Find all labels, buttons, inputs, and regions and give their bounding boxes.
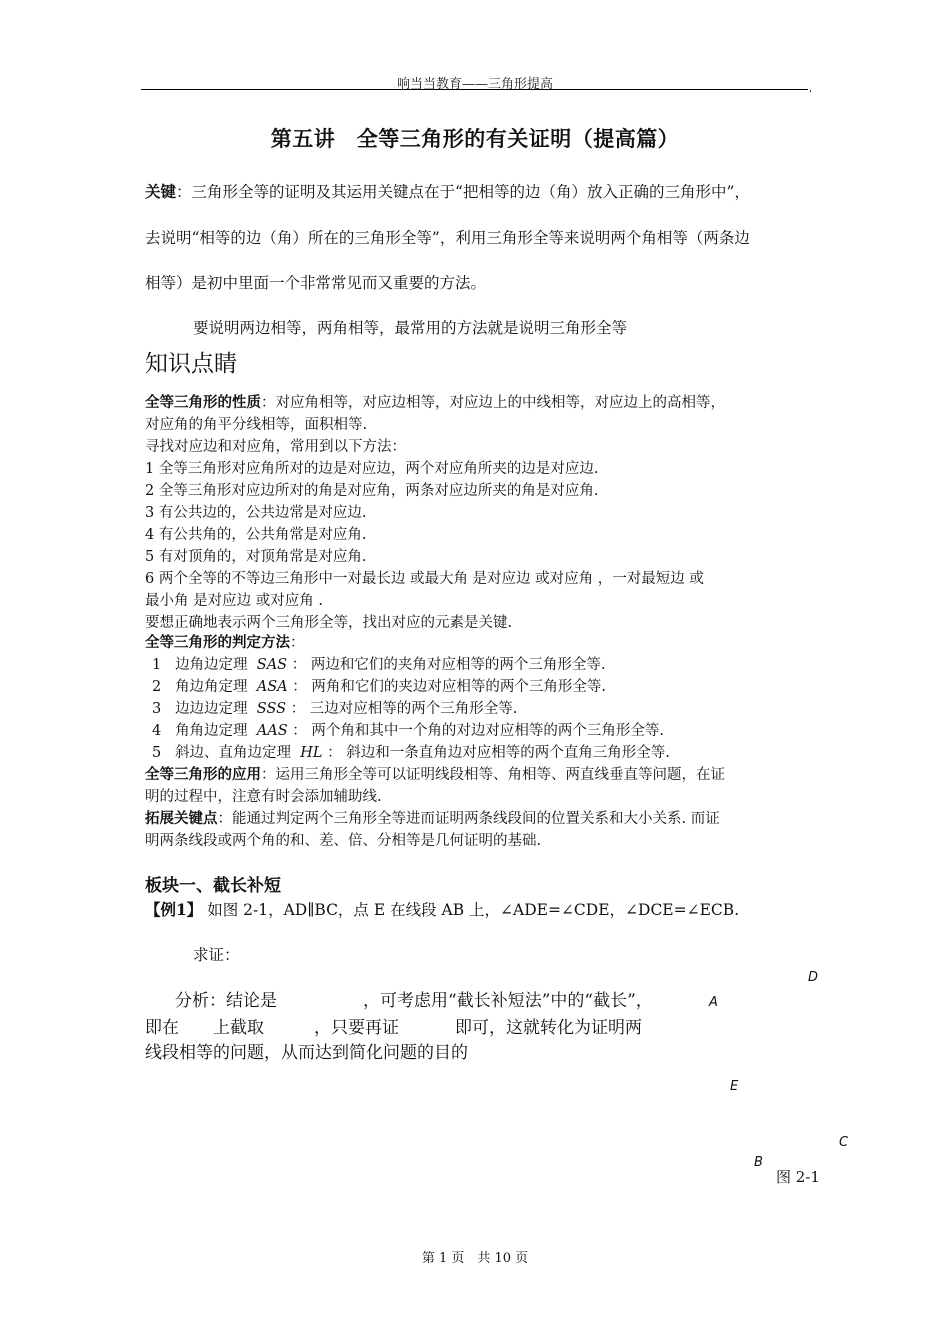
criterion-row [152,719,664,740]
analysis-text: 上截取 [213,1018,264,1038]
prove-label: 求证： [193,946,240,964]
criterion-number: 3 [152,701,162,717]
criterion-abbr: HL [300,745,323,761]
page-footer: 第 1 页 共 10 页 [421,1251,529,1266]
key-label: 关键 [145,182,177,201]
criterion-number: 2 [152,679,162,695]
criteria-colon: ： [290,635,305,651]
figure-point-a: A [709,995,718,1010]
criterion-name: 角边角定理 [175,679,248,695]
criterion-number: 4 [152,723,162,739]
analysis-text: 即可，这就转化为证明两 [455,1018,642,1038]
properties-label: 全等三角形的性质 [145,394,261,411]
analysis-line-1 [175,986,653,1011]
example-line [145,898,739,920]
figure-point-d: D [808,970,819,985]
page-title: 第五讲 全等三角形的有关证明（提高篇） [270,126,680,151]
application-label: 全等三角形的应用 [145,766,261,783]
properties-line-1 [145,391,725,412]
analysis-text: 即在 [145,1018,179,1038]
properties-closing: 要想正确地表示两个三角形全等，找出对应的元素是关键. [145,615,513,631]
header-mark: , [809,83,813,94]
criteria-heading [145,631,305,652]
criterion-name: 边角边定理 [175,657,248,673]
criterion-desc: ： 三边对应相等的两个三角形全等. [290,701,518,717]
analysis-text: ，可考虑用“截长补短法”中的“截长”， [363,991,653,1011]
note-line: 要说明两边相等，两角相等，最常用的方法就是说明三角形全等 [193,319,628,337]
method-item: 3 有公共边的，公共边常是对应边. [145,505,367,521]
analysis-text: ，只要再证 [314,1018,399,1038]
method-item: 6 两个全等的不等边三角形中一对最长边 或最大角 是对应边 或对应角 ，一对最短边 或 [145,571,704,587]
criterion-name: 角角边定理 [175,723,248,739]
criterion-abbr: ASA [256,679,288,695]
header-rule [141,89,808,90]
example-tag: 【例1】 [145,900,203,919]
criterion-abbr: AAS [256,723,288,739]
criterion-desc: ： 两个角和其中一个角的对边对应相等的两个三角形全等. [292,723,664,739]
analysis-text: 分析：结论是 [175,991,277,1011]
properties-text-1: ：对应角相等，对应边相等，对应边上的中线相等，对应边上的高相等， [261,395,725,411]
key-text-1: ：三角形全等的证明及其运用关键点在于“把相等的边（角）放入正确的三角形中”， [176,183,750,201]
properties-line-2: 对应角的角平分线相等，面积相等. [145,417,368,433]
application-line-1 [145,763,725,784]
key-line-3: 相等）是初中里面一个非常常见而又重要的方法。 [145,274,487,292]
criterion-row [152,697,517,718]
analysis-line-2 [145,1013,642,1038]
extension-text-1: ：能通过判定两个三角形全等进而证明两条线段间的位置关系和大小关系. 而证 [217,811,720,827]
figure-caption: 图 2-1 [776,1168,820,1186]
criterion-abbr: SAS [256,657,288,673]
application-text-1: ：运用三角形全等可以证明线段相等、角相等、两直线垂直等问题，在证 [261,767,725,783]
properties-intro: 寻找对应边和对应角，常用到以下方法： [145,439,406,455]
method-item: 4 有公共角的，公共角常是对应角. [145,527,367,543]
criterion-row [152,741,670,762]
criterion-number: 5 [152,745,162,761]
criterion-row [152,675,606,696]
extension-line-1 [145,807,720,828]
key-line-1 [145,180,750,202]
extension-label: 拓展关键点 [145,810,218,827]
knowledge-heading: 知识点睛 [145,351,237,377]
criterion-desc: ： 斜边和一条直角边对应相等的两个直角三角形全等. [327,745,670,761]
method-item: 5 有对顶角的，对顶角常是对应角. [145,549,367,565]
extension-line-2: 明两条线段或两个角的和、差、倍、分相等是几何证明的基础. [145,833,542,849]
method-item: 最小角 是对应边 或对应角 . [145,593,323,609]
page-header: 响当当教育——三角形提高 [396,77,553,92]
analysis-line-3: 线段相等的问题，从而达到简化问题的目的 [145,1043,468,1063]
criteria-label: 全等三角形的判定方法 [145,634,290,651]
criterion-desc: ： 两角和它们的夹边对应相等的两个三角形全等. [292,679,606,695]
criterion-name: 斜边、直角边定理 [175,745,292,761]
criterion-name: 边边边定理 [175,701,248,717]
figure-point-b: B [754,1155,763,1170]
key-line-2: 去说明“相等的边（角）所在的三角形全等”，利用三角形全等来说明两个角相等（两条边 [145,229,750,247]
figure-point-e: E [730,1079,739,1094]
method-item: 1 全等三角形对应角所对的边是对应边，两个对应角所夹的边是对应边. [145,461,599,477]
figure-point-c: C [839,1135,849,1150]
criterion-desc: ： 两边和它们的夹角对应相等的两个三角形全等. [291,657,606,673]
criterion-abbr: SSS [256,701,287,717]
method-item: 2 全等三角形对应边所对的角是对应角，两条对应边所夹的角是对应角. [145,483,599,499]
section-heading: 板块一、截长补短 [145,876,281,896]
criterion-number: 1 [152,657,162,673]
example-text: 如图 2-1，AD∥BC，点 E 在线段 AB 上，∠ADE=∠CDE，∠DCE=∠ECB. [202,901,740,919]
application-line-2: 明的过程中，注意有时会添加辅助线. [145,789,382,805]
criterion-row [152,653,605,674]
